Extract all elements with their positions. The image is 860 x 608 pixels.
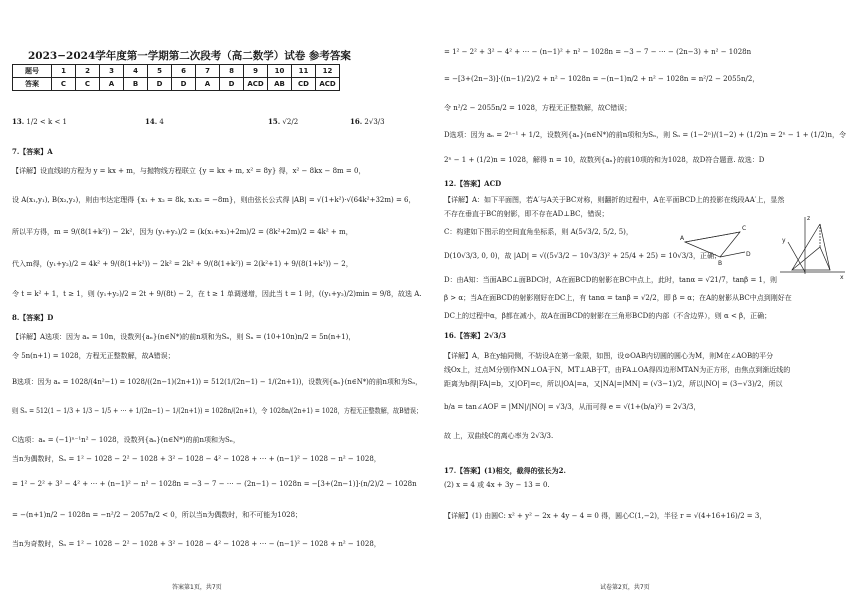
- answer-cell: AB: [268, 78, 292, 91]
- question-number: 8: [220, 65, 244, 78]
- solution-line: C：构建如下图示的空间直角坐标系，则 A(5√3/2, 5/2, 5)，: [444, 228, 633, 236]
- solution-line: D(10√3/3, 0, 0)，故 |AD| = √((5√3/2 − 10√3/3)² + 25/4 + 25) = 10√3/3，正确；: [444, 252, 721, 260]
- page-title: 2023−2024学年度第一学期第二次段考（高二数学）试卷 参考答案: [28, 50, 351, 62]
- edge-ac: [820, 224, 830, 270]
- diagram-label: D: [746, 251, 751, 258]
- solution-line: B选项：因为 aₙ = 1028/(4n²−1) = 1028/((2n−1)(2n+1)) = 512(1/(2n−1) − 1/(2n+1))，设数列{aₙ}(n∈N*)的前n项和为Sₙ，: [12, 378, 423, 386]
- solution-line: 所以平方得，m = 9/(8(1+k²)) − 2k²，因为 (y₁+y₂)/2 = (k(x₁+x₂)+2m)/2 = (8k²+2m)/2 = 4k² + m，: [12, 228, 353, 236]
- answer-heading: 17.【答案】(1)相交，截得的弦长为2.: [444, 466, 566, 475]
- table-header-label: 题号: [13, 65, 52, 78]
- right-page: [430, 0, 860, 608]
- fill-answer-15: [268, 117, 298, 127]
- diagram-label: B: [718, 260, 723, 267]
- edge-ab: [792, 224, 820, 270]
- answer-cell: CD: [292, 78, 316, 91]
- solution-line: 令 5n(n+1) = 1028，方程无正整数解，故A错误；: [12, 352, 175, 360]
- diagram-label: A: [680, 235, 685, 242]
- solution-line: 当n为偶数时，Sₙ = 1² − 1028 − 2² − 1028 + 3² − 1028 − 4² − 1028 + ⋯ + (n−1)² − 1028 − n² − 1028，: [12, 455, 381, 463]
- question-number: 2: [76, 65, 100, 78]
- answer-cell: D: [220, 78, 244, 91]
- answer-table: [12, 64, 340, 91]
- solution-line: b/a = tan∠AOF = |MN|/|NO| = √3/3，从而可得 e = √(1+(b/a)²) = 2√3/3，: [444, 403, 701, 411]
- answer-cell: ACD: [244, 78, 268, 91]
- diagram-label: y: [782, 237, 786, 244]
- plane-figure: [685, 232, 745, 257]
- solution-line: 距离为b得|FA|=b，又|OF|=c，所以|OA|=a，又|NA|=|MN| = (√3−1)/2，所以|NO| = (3−√3)/2，所以: [444, 380, 783, 388]
- solution-line: 故 上，双曲线C的离心率为 2√3/3.: [444, 432, 554, 440]
- answer-cell: D: [148, 78, 172, 91]
- solution-line: = 1² − 2² + 3² − 4² + ⋯ + (n−1)² − n² − 1028n = −3 − 7 − ⋯ − (2n−1) − 1028n = −[3+(2n−1)]·(n/2)/2 − 1028n: [12, 480, 417, 488]
- solution-line: 不存在垂直于BC的射影，即不存在AD⊥BC，错误；: [444, 210, 609, 218]
- solution-line: 当n为奇数时，Sₙ = 1² − 1028 − 2² − 1028 + 3² − 1028 − 4² − 1028 + ⋯ − (n−1)² − 1028 + n² − 1028，: [12, 540, 381, 548]
- solution-line: 设 A(x₁,y₁), B(x₂,y₂)，则由韦达定理得 {x₁ + x₂ = 8k, x₁x₂ = −8m}，则由弦长公式得 |AB| = √(1+k²)·√(64k²+32m) = 6，: [12, 196, 416, 204]
- answer-cell: ACD: [316, 78, 340, 91]
- fill-answer-14: [145, 117, 164, 127]
- question-number: 5: [148, 65, 172, 78]
- answer-heading: 8.【答案】D: [12, 313, 54, 322]
- table-answer-label: 答案: [13, 78, 52, 91]
- question-number: 4: [124, 65, 148, 78]
- answer-heading: 16.【答案】2√3/3: [444, 331, 506, 340]
- answer-heading: 12.【答案】ACD: [444, 179, 502, 188]
- answer-table-header-row: [13, 65, 340, 78]
- answer-cell: A: [196, 78, 220, 91]
- solution-line: 代入m得，(y₁+y₂)/2 = 4k² + 9/(8(1+k²)) − 2k² = 2k² + 9/(8(1+k²)) = 2(k²+1) + 9/(8(1+k²)) − 2，: [12, 260, 353, 268]
- fill-value: 2√3/3: [364, 118, 385, 126]
- question-number: 3: [100, 65, 124, 78]
- diagram-label: C: [742, 225, 747, 232]
- solution-line: 2ⁿ − 1 + (1/2)n = 1028，解得 n = 10，故数列{aₙ}的前10项的和为1028，故D符合题意. 故选：D: [444, 156, 765, 164]
- solution-line: = −[3+(2n−3)]·((n−1)/2)/2 + n² − 1028n = −(n−1)n/2 + n² − 1028n = n²/2 − 2055n/2，: [444, 75, 760, 83]
- solution-line: = 1² − 2² + 3² − 4² + ⋯ − (n−1)² + n² − 1028n = −3 − 7 − ⋯ − (2n−3) + n² − 1028n: [444, 48, 752, 56]
- answer-cell: A: [100, 78, 124, 91]
- solution-line: C选项：aₙ = (−1)ⁿ⁻¹n² − 1028，设数列{aₙ}(n∈N*)的前n项和为Sₙ，: [12, 436, 240, 444]
- answer-cell: B: [124, 78, 148, 91]
- geometry-diagram: [680, 212, 850, 280]
- solution-line: 【详解】A选项：因为 aₙ = 10n，设数列{aₙ}(n∈N*)的前n项和为Sₙ，则 Sₙ = (10+10n)n/2 = 5n(n+1)，: [12, 333, 356, 341]
- solution-line: β > α；当A在面BCD的射影刚好在DC上，有 tanα = tanβ = √2/2，即 β = α；在A的射影从BC中点到刚好在: [444, 294, 792, 302]
- solution-line: 线Ox上，过点M分别作MN⊥OA于N，MT⊥AB于T，由FA⊥OA得四边形MTAN为正方形，由焦点到渐近线的: [444, 366, 791, 374]
- question-number: 11: [292, 65, 316, 78]
- fill-number: 14.: [145, 117, 158, 126]
- diagram-label: x: [840, 274, 844, 280]
- solution-line: 【详解】(1) 由圆C: x² + y² − 2x + 4y − 4 = 0 得，圆心C(1,−2)，半径 r = √(4+16+16)/2 = 3，: [444, 512, 767, 520]
- solution-line: D：由A知：当面ABC⊥面BDC时，A在面BCD的射影在BC中点上，此时，tanα = √21/7，tanβ = 1，则: [444, 276, 778, 284]
- solution-line: 【详解】A，B在y轴同侧，不妨设A在第一象限，如图，设⊙OAB内切圆的圆心为M，则M在∠AOB的平分: [444, 352, 774, 360]
- space-figure: [780, 217, 845, 274]
- fill-value: 4: [159, 118, 164, 126]
- fill-number: 15.: [268, 117, 281, 126]
- page-footer: 试卷第2页，共7页: [600, 584, 650, 591]
- fill-value: 1/2 < k < 1: [26, 118, 68, 126]
- question-number: 12: [316, 65, 340, 78]
- solution-line: 则 Sₙ = 512(1 − 1/3 + 1/3 − 1/5 + ⋯ + 1/(2n−1) − 1/(2n+1)) = 1028n/(2n+1)，令 1028n/(2n+1) = 1028，方程无正整数解，故B错误；: [12, 407, 423, 415]
- fill-number: 16.: [350, 117, 363, 126]
- answer-cell: D: [172, 78, 196, 91]
- solution-line: 【详解】设直线l的方程为 y = kx + m，与抛物线方程联立 {y = kx + m, x² = 8y} 得，x² − 8kx − 8m = 0，: [12, 167, 366, 175]
- answer-cell: C: [52, 78, 76, 91]
- solution-line: 【详解】A：如下平面图，若A′与A关于BC对称，则翻折的过程中，A在平面BCD上的投影在线段AA′上，显然: [444, 196, 785, 204]
- question-number: 9: [244, 65, 268, 78]
- y-axis: [788, 242, 805, 272]
- answer-table-answer-row: [13, 78, 340, 91]
- question-number: 7: [196, 65, 220, 78]
- solution-line: = −(n+1)n/2 − 1028n = −n²/2 − 2057n/2 < 0，所以当n为偶数时，和不可能为1028；: [12, 511, 303, 519]
- question-number: 6: [172, 65, 196, 78]
- solution-line: DC上的过程中α，β都在减小，故A在面BCD的射影在三角形BCD的内部（不含边界），则 α < β，正确；: [444, 312, 772, 320]
- page-footer: 答案第1页，共7页: [172, 584, 222, 591]
- solution-line: (2) x = 4 或 4x + 3y − 13 = 0.: [444, 481, 550, 489]
- solution-line: D选项：因为 aₙ = 2ⁿ⁻¹ + 1/2，设数列{aₙ}(n∈N*)的前n项和为Sₙ，则 Sₙ = (1−2ⁿ)/(1−2) + (1/2)n = 2ⁿ − 1 + (1/2)n，令: [444, 131, 847, 139]
- solution-line: 令 n²/2 − 2055n/2 = 1028，方程无正整数解，故C错误；: [444, 104, 632, 112]
- fill-answer-16: [350, 117, 385, 127]
- fill-value: √2/2: [282, 118, 299, 126]
- answer-heading: 7.【答案】A: [12, 147, 53, 156]
- triangle-abc: [685, 232, 740, 257]
- question-number: 10: [268, 65, 292, 78]
- fill-number: 13.: [12, 117, 25, 126]
- fill-answer-13: [12, 117, 67, 127]
- diagram-label: z: [807, 215, 811, 222]
- solution-line: 令 t = k² + 1，t ≥ 1，则 (y₁+y₂)/2 = 2t + 9/(8t) − 2，在 t ≥ 1 单调递增，因此当 t = 1 时，((y₁+y₂)/2)min = 9/8，故选 A.: [12, 290, 422, 298]
- answer-cell: C: [76, 78, 100, 91]
- question-number: 1: [52, 65, 76, 78]
